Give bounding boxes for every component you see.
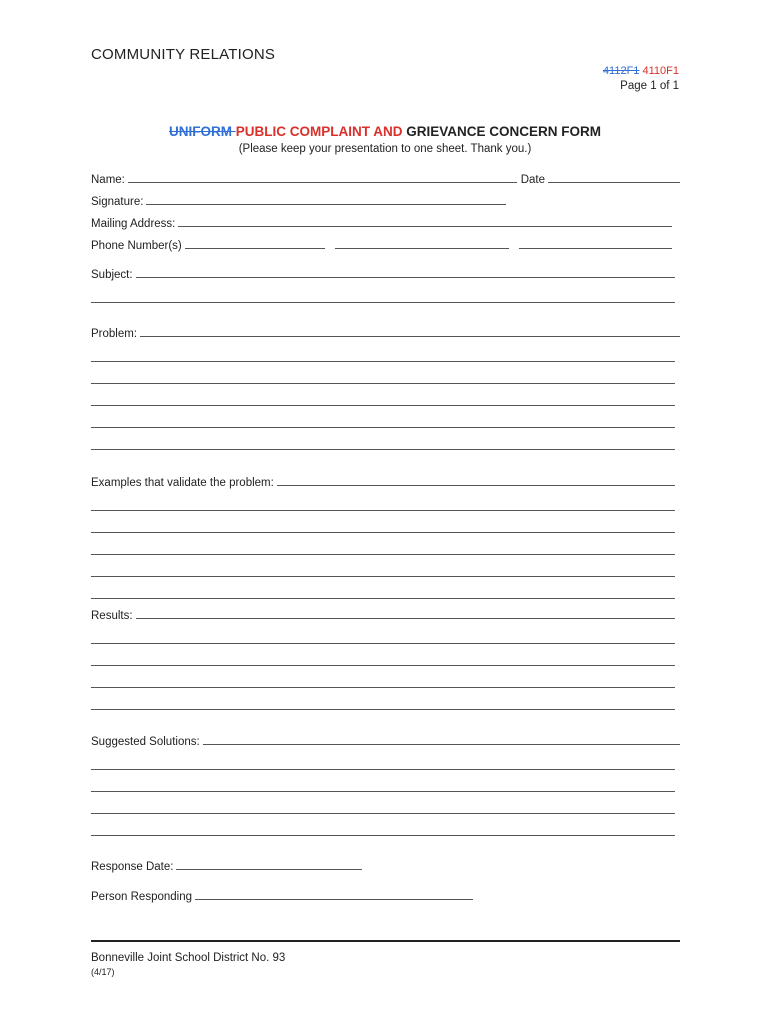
mailing-address-field[interactable] — [178, 226, 672, 227]
subject-label: Subject: — [91, 269, 133, 281]
results-line[interactable] — [91, 665, 675, 666]
page-number: Page 1 of 1 — [620, 80, 679, 92]
problem-line[interactable] — [91, 427, 675, 428]
form-subtitle: (Please keep your presentation to one sheet. Thank you.) — [238, 143, 532, 155]
examples-label: Examples that validate the problem: — [91, 477, 274, 489]
examples-line[interactable] — [91, 598, 675, 599]
signature-row — [91, 192, 680, 208]
problem-line[interactable] — [91, 383, 675, 384]
examples-line[interactable] — [91, 532, 675, 533]
date-field[interactable] — [548, 182, 680, 183]
solutions-field[interactable] — [203, 744, 680, 745]
results-row — [91, 606, 680, 622]
examples-line[interactable] — [91, 576, 675, 577]
policy-code — [603, 65, 679, 77]
policy-code-old: 4112F1 — [602, 65, 640, 77]
signature-label: Signature: — [91, 196, 144, 208]
mailing-address-label: Mailing Address: — [91, 218, 176, 230]
revision-date: (4/17) — [91, 967, 115, 977]
subject-field[interactable] — [136, 277, 675, 278]
name-row — [91, 170, 680, 186]
examples-row — [91, 473, 680, 489]
phone-field-1[interactable] — [185, 248, 325, 249]
form-title — [0, 124, 770, 139]
title-inserted-text: PUBLIC COMPLAINT AND — [235, 124, 407, 139]
subject-row — [91, 265, 680, 281]
response-date-field[interactable] — [176, 869, 362, 870]
solutions-line[interactable] — [91, 835, 675, 836]
problem-label: Problem: — [91, 328, 138, 340]
results-line[interactable] — [91, 687, 675, 688]
signature-field[interactable] — [146, 204, 506, 205]
footer-divider — [91, 940, 680, 942]
problem-row — [91, 324, 680, 340]
examples-line[interactable] — [91, 510, 675, 511]
phone-row — [91, 236, 680, 252]
district-name: Bonneville Joint School District No. 93 — [91, 952, 286, 964]
results-line[interactable] — [91, 709, 675, 710]
subject-line[interactable] — [91, 302, 675, 303]
examples-line[interactable] — [91, 554, 675, 555]
problem-line[interactable] — [91, 449, 675, 450]
examples-field[interactable] — [277, 485, 675, 486]
name-label: Name: — [91, 174, 125, 186]
solutions-line[interactable] — [91, 791, 675, 792]
person-responding-row — [91, 887, 680, 903]
person-responding-label: Person Responding — [91, 891, 193, 903]
solutions-line[interactable] — [91, 813, 675, 814]
phone-field-3[interactable] — [519, 248, 672, 249]
results-label: Results: — [91, 610, 133, 622]
solutions-row — [91, 732, 680, 748]
solutions-label: Suggested Solutions: — [91, 736, 200, 748]
solutions-line[interactable] — [91, 769, 675, 770]
name-field[interactable] — [128, 182, 517, 183]
phone-field-2[interactable] — [335, 248, 509, 249]
mailing-address-row — [91, 214, 680, 230]
section-header: COMMUNITY RELATIONS — [91, 46, 276, 63]
policy-code-new: 4110F1 — [642, 65, 679, 77]
title-struck-text: UNIFORM — [168, 124, 236, 139]
response-date-row — [91, 857, 680, 873]
person-responding-field[interactable] — [195, 899, 473, 900]
problem-line[interactable] — [91, 361, 675, 362]
response-date-label: Response Date: — [91, 861, 174, 873]
results-field[interactable] — [136, 618, 675, 619]
problem-line[interactable] — [91, 405, 675, 406]
date-label: Date — [520, 174, 545, 186]
phone-label: Phone Number(s) — [91, 240, 182, 252]
results-line[interactable] — [91, 643, 675, 644]
problem-field[interactable] — [140, 336, 680, 337]
title-text: GRIEVANCE CONCERN FORM — [406, 124, 601, 139]
